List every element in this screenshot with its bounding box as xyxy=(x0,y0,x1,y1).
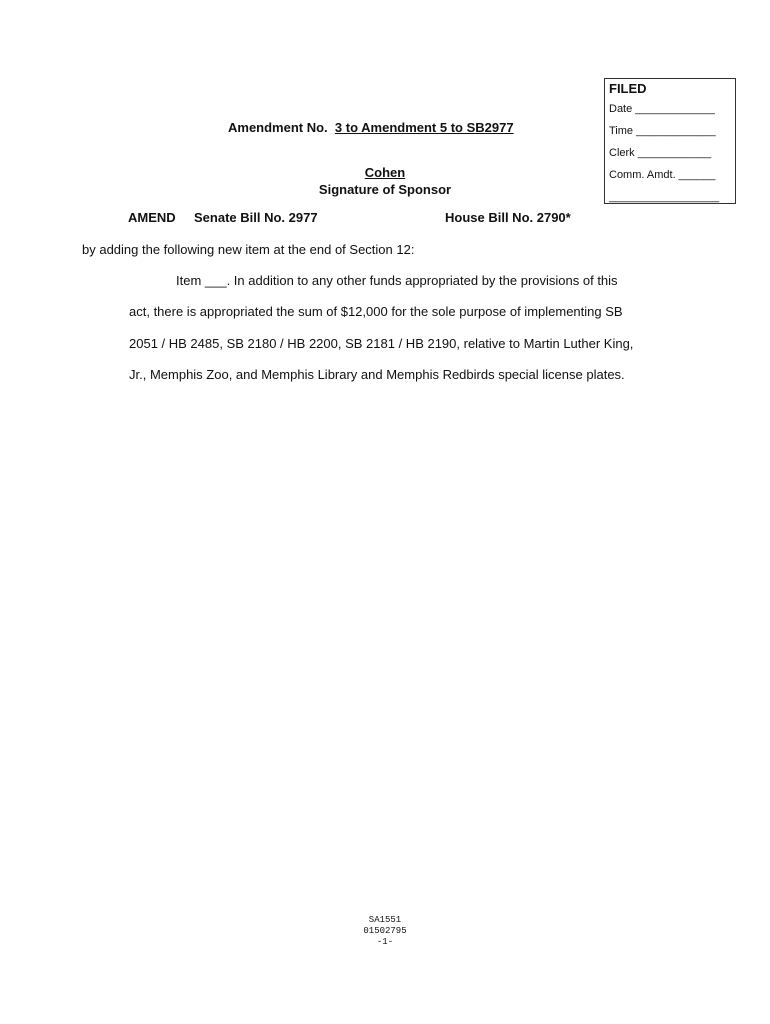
sponsor-block xyxy=(280,164,490,198)
sponsor-name: Cohen xyxy=(364,165,406,180)
filed-date-line: Date _____________ xyxy=(609,103,715,115)
filed-comm-amdt-line: Comm. Amdt. ______ xyxy=(609,169,716,181)
filed-clerk-line: Clerk ____________ xyxy=(609,147,712,159)
amend-keyword: AMEND xyxy=(128,210,176,225)
footer-code-2: 01502795 xyxy=(363,926,407,936)
intro-text: by adding the following new item at the end of Section 12: xyxy=(82,242,415,257)
body-line-4: Jr., Memphis Zoo, and Memphis Library and Memphis Redbirds special license plates. xyxy=(129,367,625,382)
amendment-prefix: Amendment No. xyxy=(228,120,328,135)
amendment-number: 3 to Amendment 5 to SB2977 xyxy=(334,120,514,135)
sponsor-label: Signature of Sponsor xyxy=(318,182,452,197)
footer-code-1: SA1551 xyxy=(368,915,402,925)
filed-time-line: Time _____________ xyxy=(609,125,716,137)
filed-stamp-box xyxy=(604,78,736,204)
senate-bill-number: Senate Bill No. 2977 xyxy=(194,210,318,225)
filed-title: FILED xyxy=(609,81,647,96)
page-number: -1- xyxy=(376,937,394,947)
house-bill-number: House Bill No. 2790* xyxy=(445,210,571,225)
filed-blank-line: __________________ xyxy=(609,191,720,203)
document-footer xyxy=(335,915,435,948)
body-line-2: act, there is appropriated the sum of $12,000 for the sole purpose of implementing SB xyxy=(129,304,623,319)
body-line-1: Item ___. In addition to any other funds appropriated by the provisions of this xyxy=(176,273,618,288)
amendment-title xyxy=(228,120,514,135)
body-line-3: 2051 / HB 2485, SB 2180 / HB 2200, SB 2181 / HB 2190, relative to Martin Luther King, xyxy=(129,336,634,351)
